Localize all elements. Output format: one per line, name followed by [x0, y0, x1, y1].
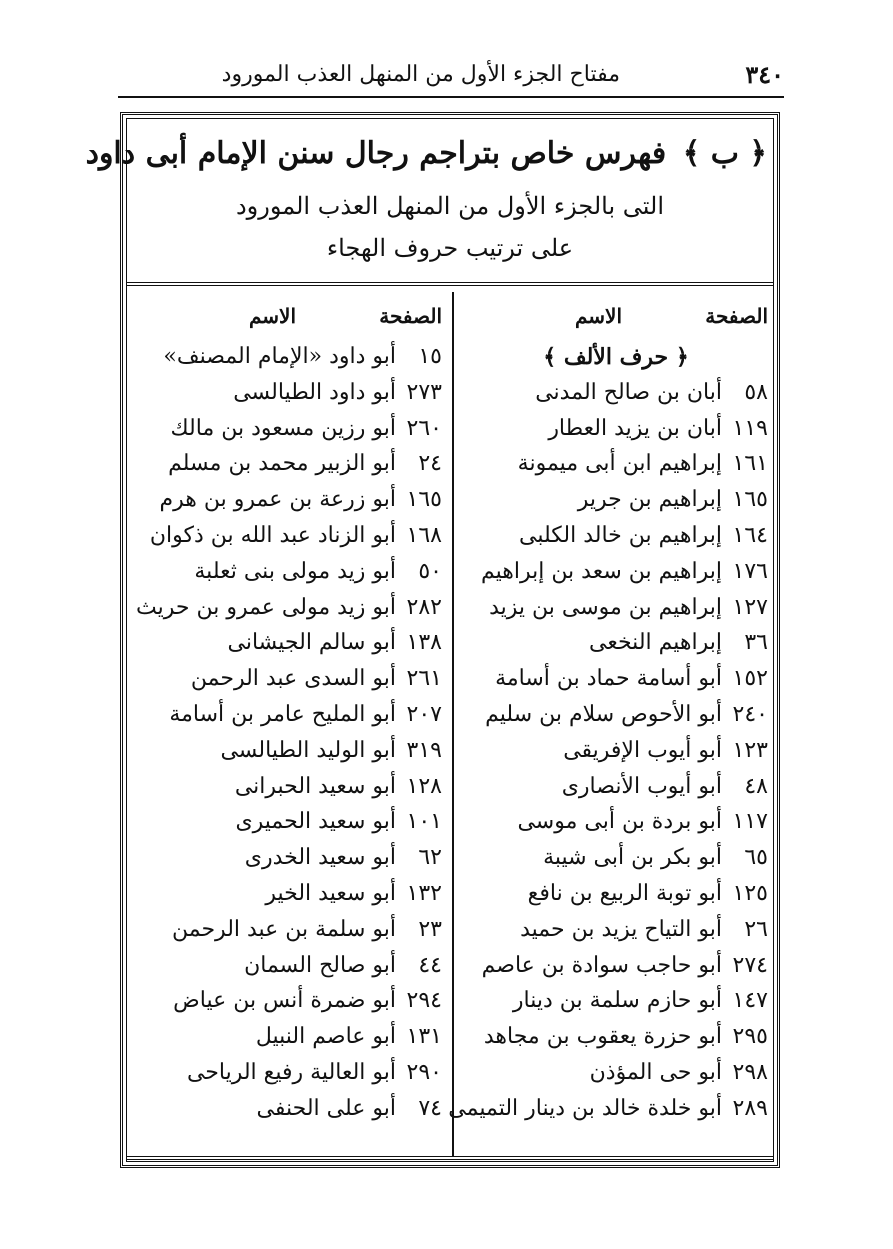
section-heading-alif: ﴿ حرف الألف ﴾ — [543, 344, 689, 370]
entry-name: أبو سعيد الحبرانى — [234, 773, 396, 799]
entry-name: أبو رزين مسعود بن مالك — [170, 415, 396, 441]
entry-page-number: ١٥ — [418, 344, 442, 369]
entry-page-number: ٣١٩ — [406, 737, 442, 763]
entry-page-number: ١٣٨ — [406, 630, 442, 656]
entry-page-number: ١٣١ — [406, 1024, 442, 1050]
entry-name: أبو المليح عامر بن أسامة — [169, 701, 396, 727]
name-column-heading: الاسم — [574, 304, 622, 328]
entry-page-number: ٢٣ — [418, 916, 442, 942]
entry-page-number: ٢٩٤ — [406, 988, 442, 1014]
entry-name: أبو أسامة حماد بن أسامة — [495, 666, 722, 692]
entry-name: أبو داود الطيالسى — [233, 379, 396, 405]
entry-name: أبو السدى عبد الرحمن — [190, 666, 396, 692]
entry-name: أبو سعيد الخدرى — [244, 845, 396, 871]
entry-name: أبو سالم الجيشانى — [227, 630, 396, 656]
index-entry — [460, 555, 772, 591]
title-block — [85, 120, 773, 280]
index-entry — [460, 698, 772, 734]
index-entry — [460, 483, 772, 519]
column-divider — [452, 292, 454, 1156]
index-entry — [132, 1056, 446, 1092]
index-entry — [132, 734, 446, 770]
index-entry — [460, 949, 772, 985]
index-entry — [460, 913, 772, 949]
entry-page-number: ٢٤٠ — [732, 701, 768, 727]
index-entry — [460, 877, 772, 913]
index-entry — [132, 1092, 446, 1128]
index-entry — [460, 1056, 772, 1092]
entry-name: أبو على الحنفى — [256, 1095, 396, 1121]
index-entry — [132, 519, 446, 555]
entry-name: أبو صالح السمان — [244, 952, 396, 978]
index-entry — [132, 913, 446, 949]
left-column-header — [132, 296, 446, 340]
index-entry — [460, 841, 772, 877]
entry-page-number: ١٢٥ — [732, 880, 768, 906]
right-column — [448, 296, 772, 1128]
right-column-header — [460, 296, 772, 340]
index-entry — [132, 984, 446, 1020]
index-entry — [460, 1020, 772, 1056]
entry-page-number: ٢٦٠ — [406, 415, 442, 441]
index-ordering-note: على ترتيب حروف الهجاء — [326, 234, 574, 262]
index-entry — [132, 340, 446, 376]
entry-page-number: ٢٧٣ — [406, 379, 442, 405]
entry-name: أبو بردة بن أبى موسى — [517, 809, 722, 835]
entry-name: إبراهيم بن سعد بن إبراهيم — [480, 558, 722, 584]
entry-page-number: ٥٨ — [744, 379, 768, 405]
entry-name: أبو حزرة يعقوب بن مجاهد — [483, 1024, 722, 1050]
entry-page-number: ٢٦١ — [406, 666, 442, 692]
entry-name: أبان بن يزيد العطار — [548, 415, 722, 441]
page-number: ٣٤٠ — [745, 60, 784, 89]
title-rule — [127, 282, 773, 286]
entry-name: أبو أيوب الإفريقى — [563, 737, 722, 763]
entry-page-number: ٢٩٨ — [732, 1059, 768, 1085]
index-entry — [132, 770, 446, 806]
entry-name: أبو سلمة بن عبد الرحمن — [171, 916, 396, 942]
index-entry — [460, 984, 772, 1020]
entry-name: أبو عاصم النبيل — [255, 1024, 396, 1050]
entry-name: أبو سعيد الحميرى — [235, 809, 396, 835]
index-entry — [460, 770, 772, 806]
index-entry — [132, 447, 446, 483]
entry-page-number: ٢٦ — [744, 916, 768, 942]
entry-page-number: ١٦٥ — [406, 487, 442, 513]
entry-name: أبو زيد مولى بنى ثعلبة — [194, 558, 396, 584]
entry-page-number: ١٧٦ — [732, 558, 768, 584]
index-entry — [132, 555, 446, 591]
index-entry — [132, 805, 446, 841]
entry-page-number: ٢٩٠ — [406, 1059, 442, 1085]
entry-page-number: ٦٢ — [418, 845, 442, 871]
entry-name: أبو بكر بن أبى شيبة — [543, 845, 722, 871]
entry-name: أبو حى المؤذن — [589, 1059, 722, 1085]
entry-name: إبراهيم بن خالد الكلبى — [519, 522, 722, 548]
index-entry — [460, 805, 772, 841]
index-title — [85, 136, 773, 171]
entry-name: أبو خلدة خالد بن دينار التميمى — [448, 1095, 722, 1121]
entry-name: أبو سعيد الخير — [265, 880, 396, 906]
entry-name: أبو زرعة بن عمرو بن هرم — [159, 487, 396, 513]
entry-name: أبو ضمرة أنس بن عياض — [173, 988, 396, 1014]
entry-name: أبو توبة الربيع بن نافع — [527, 880, 722, 906]
entry-page-number: ٧٤ — [418, 1095, 442, 1121]
page-column-heading: الصفحة — [705, 304, 768, 328]
entry-name: إبراهيم بن جرير — [577, 487, 722, 513]
entry-name: أبو الزبير محمد بن مسلم — [168, 451, 396, 477]
entry-page-number: ١٦٥ — [732, 487, 768, 513]
index-entry — [132, 591, 446, 627]
index-entry — [460, 662, 772, 698]
index-entry — [448, 1092, 772, 1128]
page-column-heading: الصفحة — [379, 304, 442, 328]
entry-page-number: ٤٨ — [744, 773, 768, 799]
entry-name: أبو حاجب سوادة بن عاصم — [481, 952, 722, 978]
entry-page-number: ٥٠ — [418, 558, 442, 584]
index-entry — [460, 734, 772, 770]
entry-page-number: ١٦٨ — [406, 522, 442, 548]
index-entry — [460, 447, 772, 483]
entry-page-number: ٢٨٩ — [732, 1095, 768, 1121]
index-entry — [460, 519, 772, 555]
entry-name: أبو الأحوص سلام بن سليم — [485, 701, 722, 727]
index-entry — [132, 698, 446, 734]
entry-page-number: ٦٥ — [744, 845, 768, 871]
bottom-rule — [127, 1156, 773, 1160]
entry-name: أبو زيد مولى عمرو بن حريث — [136, 594, 396, 620]
entry-page-number: ١٤٧ — [732, 988, 768, 1014]
entry-name: أبو الوليد الطيالسى — [220, 737, 396, 763]
index-entry — [132, 662, 446, 698]
index-entry — [132, 1020, 446, 1056]
entry-name: أبو الزناد عبد الله بن ذكوان — [149, 522, 396, 548]
entry-page-number: ٤٤ — [418, 952, 442, 978]
entry-page-number: ١٠١ — [406, 809, 442, 835]
left-entry-list — [132, 340, 446, 1128]
entry-page-number: ١٣٢ — [406, 880, 442, 906]
index-entry — [132, 483, 446, 519]
entry-page-number: ٢٤ — [418, 451, 442, 477]
index-letter-mark: ﴿ ب ﴾ — [682, 136, 767, 171]
header-rule — [118, 96, 784, 98]
index-entry — [132, 376, 446, 412]
left-column — [132, 296, 446, 1128]
index-entry — [132, 877, 446, 913]
entry-name: أبو أيوب الأنصارى — [561, 773, 722, 799]
entry-page-number: ٢٧٤ — [732, 952, 768, 978]
index-title-text: فهرس خاص بتراجم رجال سنن الإمام أبى داود — [85, 136, 667, 171]
entry-name: إبراهيم النخعى — [589, 630, 722, 656]
entry-page-number: ١٢٧ — [732, 594, 768, 620]
running-title: مفتاح الجزء الأول من المنهل العذب المورود — [221, 62, 620, 87]
entry-page-number: ١٢٣ — [732, 737, 768, 763]
entry-name: أبو حازم سلمة بن دينار — [512, 988, 722, 1014]
entry-page-number: ٢٩٥ — [732, 1024, 768, 1050]
entry-name: إبراهيم ابن أبى ميمونة — [517, 451, 722, 477]
index-entry — [460, 376, 772, 412]
right-entry-list — [448, 376, 772, 1128]
entry-page-number: ١٦٤ — [732, 522, 768, 548]
index-entry — [132, 626, 446, 662]
index-entry — [460, 591, 772, 627]
entry-page-number: ١١٧ — [732, 809, 768, 835]
entry-name: أبو العالية رفيع الرياحى — [186, 1059, 396, 1085]
entry-name: أبو داود «الإمام المصنف» — [163, 344, 396, 369]
entry-page-number: ١١٩ — [732, 415, 768, 441]
index-entry — [460, 412, 772, 448]
entry-page-number: ٣٦ — [744, 630, 768, 656]
entry-name: أبو التياح يزيد بن حميد — [520, 916, 722, 942]
index-entry — [460, 626, 772, 662]
entry-page-number: ١٥٢ — [732, 666, 768, 692]
index-entry — [132, 412, 446, 448]
entry-name: أبان بن صالح المدنى — [535, 379, 722, 405]
index-entry — [132, 949, 446, 985]
entry-page-number: ١٢٨ — [406, 773, 442, 799]
entry-page-number: ١٦١ — [732, 451, 768, 477]
running-header — [118, 60, 784, 94]
name-column-heading: الاسم — [248, 304, 296, 328]
index-subtitle: التى بالجزء الأول من المنهل العذب المورود — [235, 192, 665, 220]
entry-name: إبراهيم بن موسى بن يزيد — [489, 594, 722, 620]
entry-page-number: ٢٠٧ — [406, 701, 442, 727]
entry-page-number: ٢٨٢ — [406, 594, 442, 620]
index-entry — [132, 841, 446, 877]
